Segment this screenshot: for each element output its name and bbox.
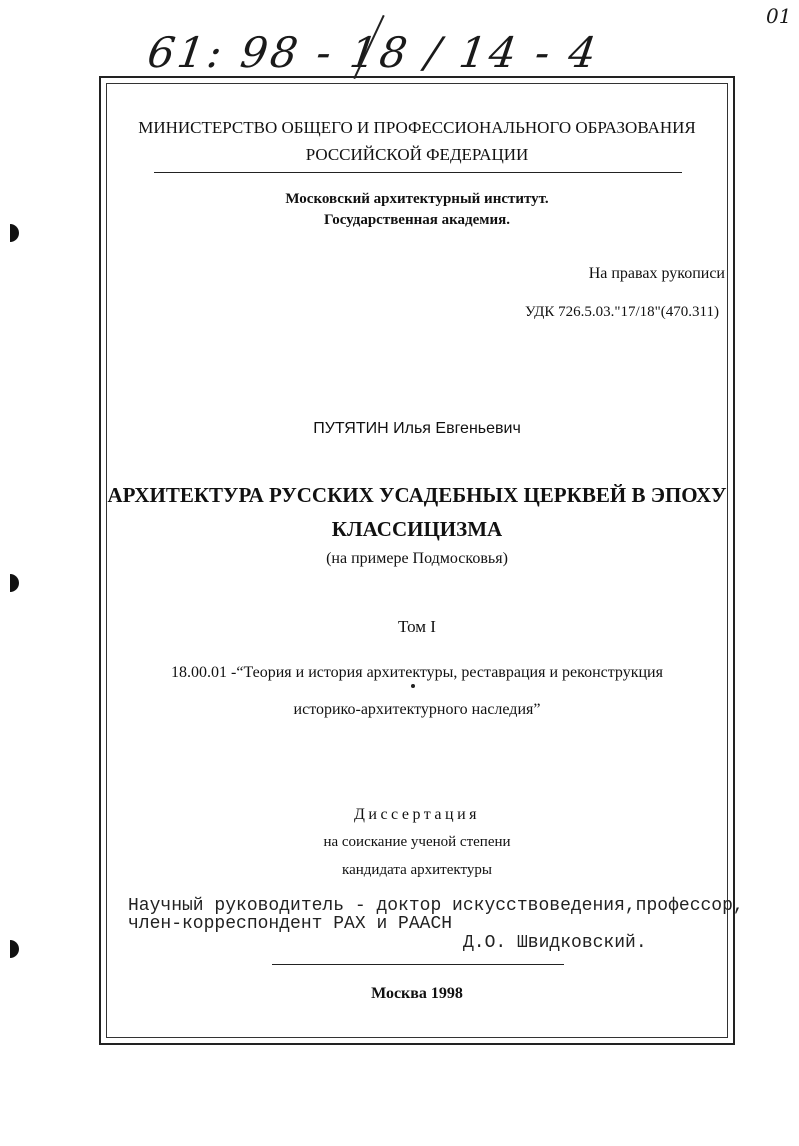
degree-line-2: кандидата архитектуры: [342, 862, 492, 878]
supervisor-line-2: член-корреспондент РАХ и РААСН: [128, 914, 453, 934]
archive-number-handwritten: 61: 98 - 18 / 14 - 4: [144, 28, 603, 77]
title-line-2: КЛАССИЦИЗМА: [331, 517, 503, 541]
supervisor-name: Д.О. Швидковский.: [463, 933, 647, 953]
header-divider: [154, 172, 682, 173]
ministry-line-2: РОССИЙСКОЙ ФЕДЕРАЦИИ: [305, 145, 529, 164]
author-name: ПУТЯТИН Илья Евгеньевич: [313, 420, 521, 437]
sheet-number-handwritten: 01: [766, 4, 792, 28]
city-year: Москва 1998: [371, 985, 463, 1002]
udc-code: УДК 726.5.03."17/18"(470.311): [525, 304, 719, 320]
degree-line-1: на соискание ученой степени: [323, 834, 511, 850]
supervisor-line-1: Научный руководитель - доктор искусствоведения,профессор,: [128, 896, 744, 916]
volume-number: Том I: [398, 617, 436, 636]
punch-hole-mark: [10, 574, 19, 592]
stray-dot: [411, 684, 415, 688]
specialty-line-2: историко-архитектурного наследия”: [293, 701, 541, 718]
manuscript-rights: На правах рукописи: [588, 265, 725, 282]
title-line-1: АРХИТЕКТУРА РУССКИХ УСАДЕБНЫХ ЦЕРКВЕЙ В ЭПОХУ: [107, 483, 727, 507]
punch-hole-mark: [10, 940, 19, 958]
punch-hole-mark: [10, 224, 19, 242]
dissertation-label: Диссертация: [353, 806, 481, 823]
footer-divider: [272, 964, 564, 965]
ministry-line-1: МИНИСТЕРСТВО ОБЩЕГО И ПРОФЕССИОНАЛЬНОГО ОБРАЗОВАНИЯ: [138, 118, 696, 137]
institute-line-1: Московский архитектурный институт.: [285, 191, 549, 207]
specialty-line-1: 18.00.01 -“Теория и история архитектуры, реставрация и реконструкция: [171, 664, 663, 681]
institute-line-2: Государственная академия.: [324, 212, 510, 228]
title-subtitle: (на примере Подмосковья): [326, 550, 508, 567]
